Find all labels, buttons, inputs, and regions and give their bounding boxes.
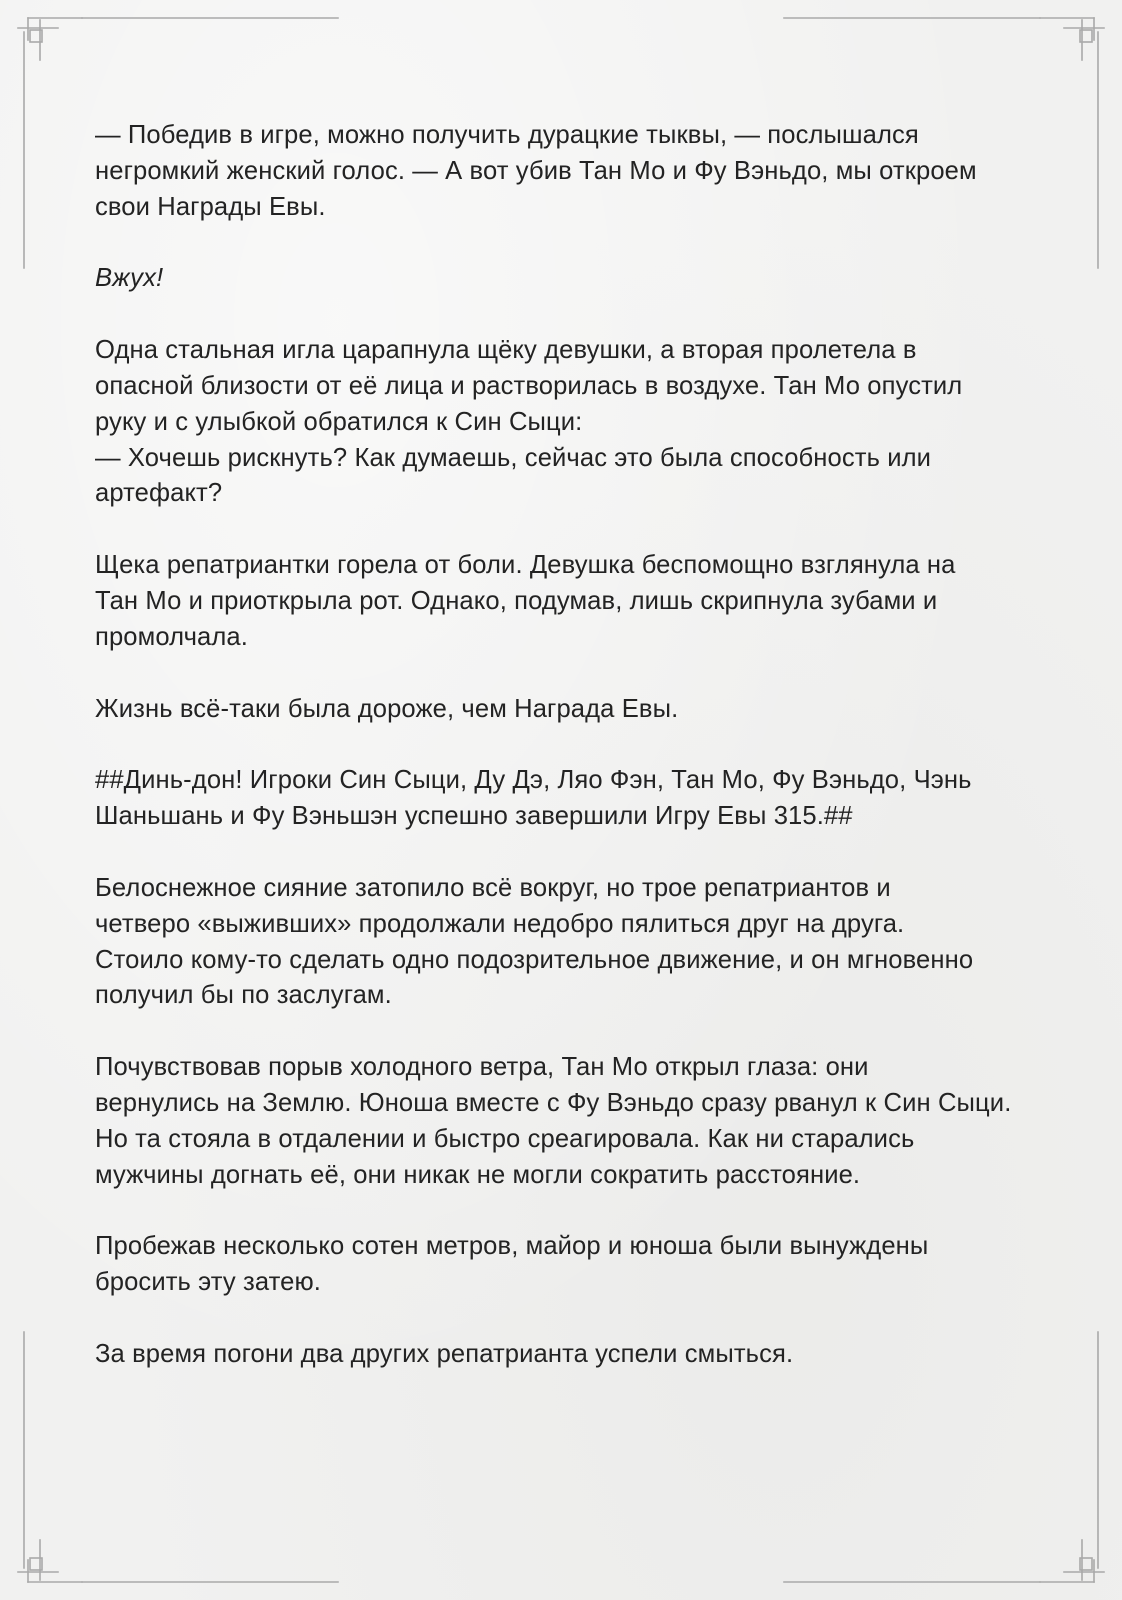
text-line: Шаньшань и Фу Вэньшэн успешно завершили Игру Евы 315.## bbox=[95, 802, 853, 831]
text-line: мужчины догнать её, они никак не могли сократить расстояние. bbox=[95, 1160, 861, 1189]
text-line: — Победив в игре, можно получить дурацкие тыквы, — послышался bbox=[95, 121, 919, 149]
text-line: Одна стальная игла царапнула щёку девушки, а вторая пролетела в bbox=[95, 336, 917, 365]
text-line: бросить эту затею. bbox=[95, 1268, 321, 1297]
text-line: опасной близости от её лица и растворилась в воздухе. Тан Мо опустил bbox=[95, 371, 963, 400]
text-line: Вжух! bbox=[95, 264, 164, 293]
text-line: промолчала. bbox=[95, 622, 248, 651]
text-line: негромкий женский голос. — А вот убив Тан Мо и Фу Вэньдо, мы откроем bbox=[95, 156, 977, 185]
text-line: Стоило кому-то сделать одно подозрительное движение, и он мгновенно bbox=[95, 945, 974, 974]
paragraph bbox=[95, 1050, 1035, 1193]
paragraph bbox=[95, 1229, 1035, 1301]
paragraph-system-message bbox=[95, 763, 1035, 835]
paragraph bbox=[95, 692, 1035, 728]
paragraph bbox=[95, 548, 1035, 655]
text-line: — Хочешь рискнуть? Как думаешь, сейчас это была способность или bbox=[95, 443, 932, 472]
paragraph bbox=[95, 333, 1035, 512]
document-body bbox=[95, 118, 1035, 1409]
paragraph bbox=[95, 1337, 1035, 1373]
text-line: свои Награды Евы. bbox=[95, 192, 326, 221]
text-line: получил бы по заслугам. bbox=[95, 981, 392, 1010]
text-line: Но та стояла в отдалении и быстро среагировала. Как ни старались bbox=[95, 1124, 915, 1153]
text-line: руку и с улыбкой обратился к Син Сыци: bbox=[95, 407, 583, 436]
text-line: Белоснежное сияние затопило всё вокруг, но трое репатриантов и bbox=[95, 873, 891, 902]
text-line: Почувствовав порыв холодного ветра, Тан Мо открыл глаза: они bbox=[95, 1053, 869, 1082]
text-line: Тан Мо и приоткрыла рот. Однако, подумав, лишь скрипнула зубами и bbox=[95, 586, 938, 615]
text-line: вернулись на Землю. Юноша вместе с Фу Вэньдо сразу рванул к Син Сыци. bbox=[95, 1088, 1012, 1117]
text-line: Жизнь всё-таки была дороже, чем Награда Евы. bbox=[95, 694, 679, 723]
paragraph-italic bbox=[95, 261, 1035, 297]
text-line: За время погони два других репатрианта успели смыться. bbox=[95, 1339, 794, 1368]
text-line: ##Динь-дон! Игроки Син Сыци, Ду Дэ, Ляо Фэн, Тан Мо, Фу Вэньдо, Чэнь bbox=[95, 766, 972, 795]
text-line: четверо «выживших» продолжали недобро пялиться друг на друга. bbox=[95, 909, 905, 938]
text-line: Пробежав несколько сотен метров, майор и юноша были вынуждены bbox=[95, 1232, 929, 1261]
text-line: Щека репатриантки горела от боли. Девушка беспомощно взглянула на bbox=[95, 551, 956, 580]
paragraph bbox=[95, 118, 1035, 225]
paragraph bbox=[95, 871, 1035, 1014]
text-line: артефакт? bbox=[95, 479, 223, 508]
